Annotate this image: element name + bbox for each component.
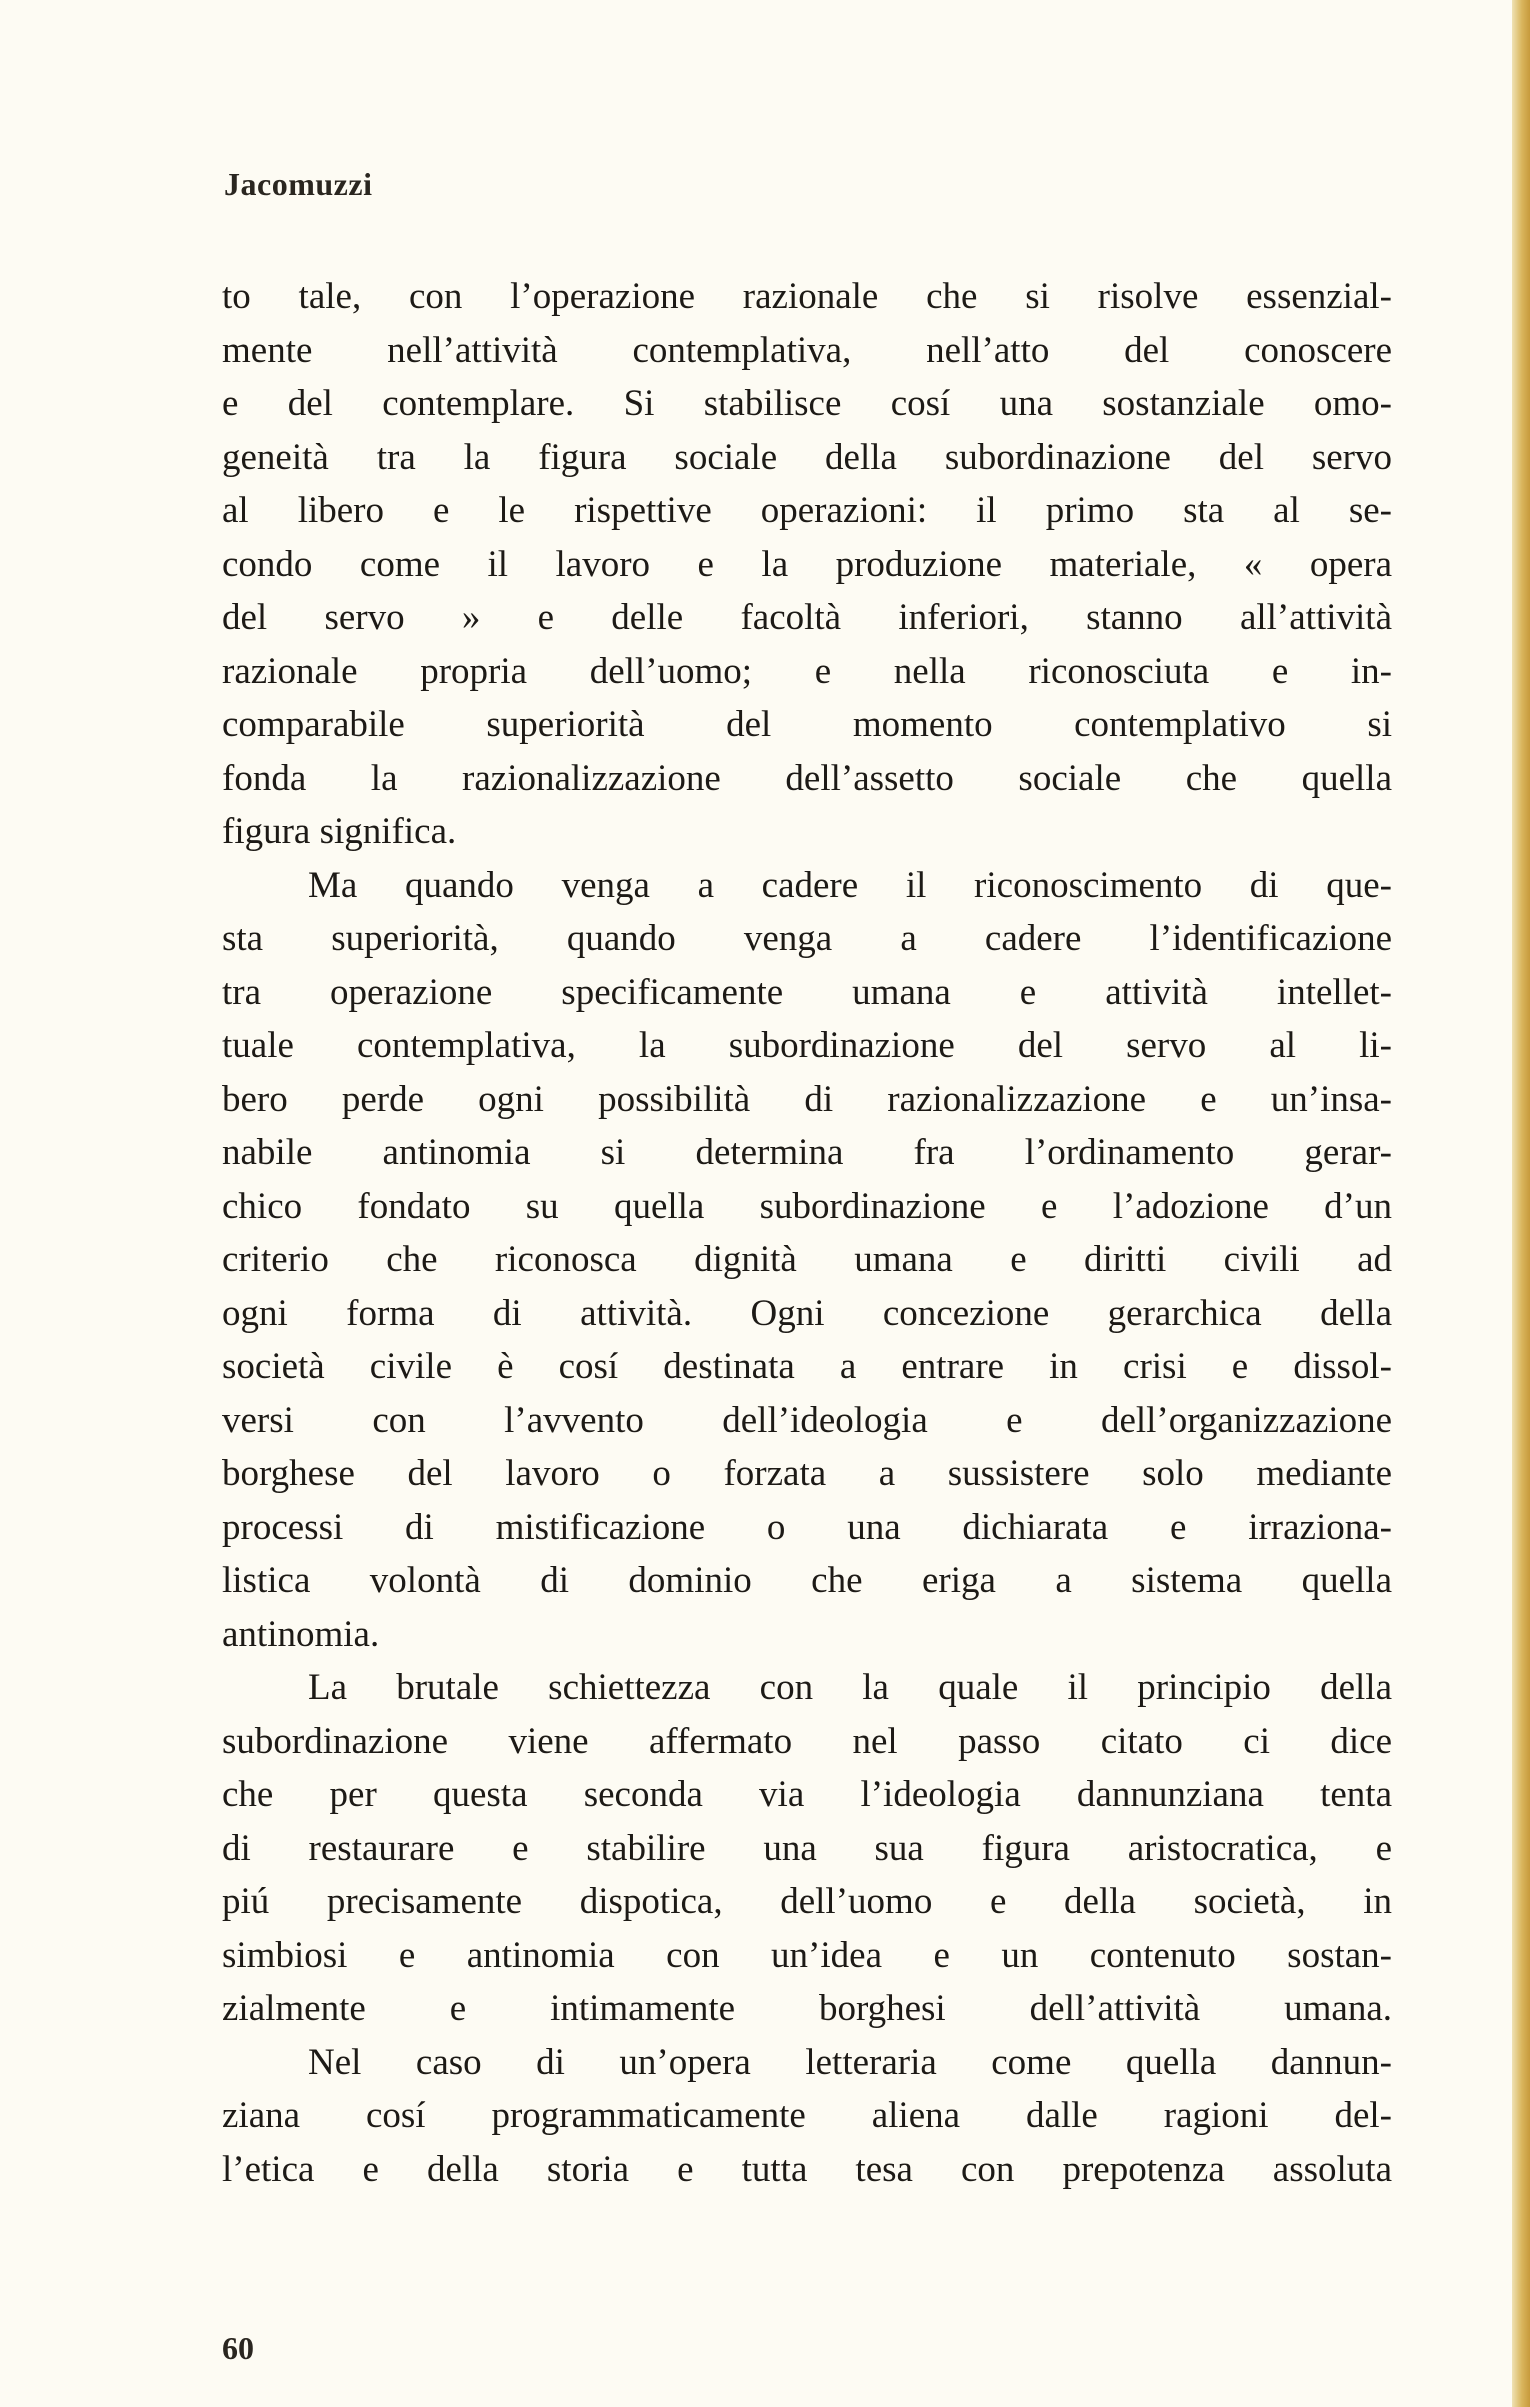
text-line: borghese del lavoro o forzata a sussistere solo mediante — [222, 1453, 1392, 1494]
text-line: nabile antinomia si determina fra l’ordinamento gerar- — [222, 1132, 1392, 1173]
text-line: al libero e le rispettive operazioni: il primo sta al se- — [222, 490, 1392, 531]
text-line: antinomia. — [222, 1613, 380, 1655]
text-line: razionale propria dell’uomo; e nella riconosciuta e in- — [222, 650, 1392, 692]
text-line: condo come il lavoro e la produzione materiale, « opera — [222, 543, 1392, 585]
text-line: Nel caso di un’opera letteraria come quella dannun- — [308, 2041, 1392, 2083]
body-text — [222, 270, 1392, 2196]
text-line: chico fondato su quella subordinazione e l’adozione d’un — [222, 1185, 1392, 1227]
text-line: simbiosi e antinomia con un’idea e un contenuto sostan- — [222, 1934, 1392, 1976]
text-line: geneità tra la figura sociale della subordinazione del servo — [222, 436, 1392, 478]
running-head: Jacomuzzi — [224, 166, 373, 202]
text-line: e del contemplare. Si stabilisce cosí una sostanziale omo- — [222, 383, 1392, 424]
text-line: mente nell’attività contemplativa, nell’atto del conoscere — [222, 329, 1392, 371]
text-line: Ma quando venga a cadere il riconoscimento di que- — [308, 864, 1392, 906]
text-line: criterio che riconosca dignità umana e diritti civili ad — [222, 1239, 1392, 1280]
text-line: fonda la razionalizzazione dell’assetto sociale che quella — [222, 757, 1392, 799]
page-edge — [1512, 0, 1530, 2407]
text-line: La brutale schiettezza con la quale il principio della — [308, 1667, 1392, 1708]
text-line: l’etica e della storia e tutta tesa con prepotenza assoluta — [222, 2148, 1392, 2190]
page-number: 60 — [222, 2330, 254, 2366]
text-line: comparabile superiorità del momento contemplativo si — [222, 704, 1392, 745]
text-line: zialmente e intimamente borghesi dell’attività umana. — [222, 1988, 1392, 2029]
text-line: listica volontà di dominio che eriga a sistema quella — [222, 1560, 1392, 1601]
text-line: sta superiorità, quando venga a cadere l’identificazione — [222, 918, 1392, 959]
text-line: del servo » e delle facoltà inferiori, stanno all’attività — [222, 597, 1392, 638]
text-line: ziana cosí programmaticamente aliena dalle ragioni del- — [222, 2095, 1392, 2136]
text-line: versi con l’avvento dell’ideologia e dell’organizzazione — [222, 1399, 1392, 1441]
text-line: piú precisamente dispotica, dell’uomo e della società, in — [222, 1881, 1392, 1922]
text-line: figura significa. — [222, 811, 457, 852]
text-line: to tale, con l’operazione razionale che si risolve essenzial- — [222, 276, 1392, 317]
text-line: subordinazione viene affermato nel passo citato ci dice — [222, 1720, 1392, 1762]
text-line: società civile è cosí destinata a entrare in crisi e dissol- — [222, 1346, 1392, 1387]
text-line: tra operazione specificamente umana e attività intellet- — [222, 971, 1392, 1013]
text-line: processi di mistificazione o una dichiarata e irraziona- — [222, 1506, 1392, 1548]
text-line: di restaurare e stabilire una sua figura aristocratica, e — [222, 1827, 1392, 1869]
text-line: bero perde ogni possibilità di razionalizzazione e un’insa- — [222, 1078, 1392, 1120]
text-line: ogni forma di attività. Ogni concezione gerarchica della — [222, 1292, 1392, 1334]
text-line: tuale contemplativa, la subordinazione del servo al li- — [222, 1025, 1392, 1066]
text-line: che per questa seconda via l’ideologia dannunziana tenta — [222, 1774, 1392, 1815]
